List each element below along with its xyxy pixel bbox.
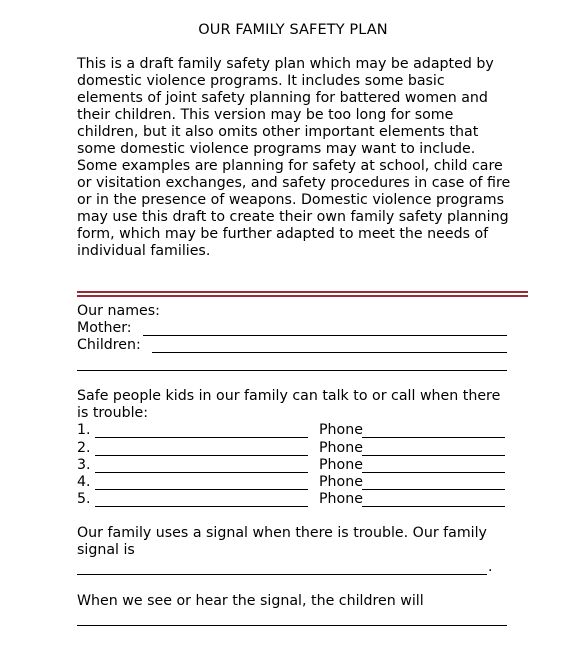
signal-text: signal is xyxy=(77,542,135,559)
safe-people-section xyxy=(77,388,527,508)
safe-person-name-field[interactable] xyxy=(95,476,308,490)
children-label: Children: xyxy=(77,337,141,354)
names-heading: Our names: xyxy=(77,303,160,319)
safe-person-row xyxy=(77,457,527,474)
item-number: 5. xyxy=(77,491,91,508)
children-will-text: When we see or hear the signal, the children will xyxy=(77,593,424,609)
phone-label: Phone xyxy=(319,491,363,508)
intro-line: some domestic violence programs may want to include. xyxy=(77,141,476,157)
intro-line: may use this draft to create their own family safety planning xyxy=(77,209,509,225)
safe-person-name-field[interactable] xyxy=(95,493,308,507)
phone-label: Phone xyxy=(319,439,363,456)
safe-person-row xyxy=(77,422,527,439)
phone-label: Phone xyxy=(319,422,363,439)
divider-rule-bottom xyxy=(77,295,528,297)
children-names-field[interactable] xyxy=(152,339,507,353)
intro-line: or in the presence of weapons. Domestic violence programs xyxy=(77,192,504,208)
signal-section xyxy=(77,525,527,577)
item-number: 3. xyxy=(77,456,91,473)
intro-line: elements of joint safety planning for battered women and xyxy=(77,90,488,106)
intro-paragraph xyxy=(77,56,517,260)
item-number: 2. xyxy=(77,439,91,456)
intro-line: domestic violence programs. It includes some basic xyxy=(77,73,445,89)
phone-field[interactable] xyxy=(362,442,505,456)
safe-person-name-field[interactable] xyxy=(95,424,308,438)
intro-line: form, which may be further adapted to meet the needs of xyxy=(77,226,489,242)
phone-field[interactable] xyxy=(362,493,505,507)
item-number: 4. xyxy=(77,473,91,490)
item-number: 1. xyxy=(77,422,91,439)
intro-line: children, but it also omits other important elements that xyxy=(77,124,479,140)
names-section xyxy=(77,303,527,372)
intro-line: individual families. xyxy=(77,243,211,259)
document-title: OUR FAMILY SAFETY PLAN xyxy=(198,22,388,38)
signal-end-period: . xyxy=(488,559,493,576)
intro-line: or visitation exchanges, and safety procedures in case of fire xyxy=(77,175,511,191)
phone-label: Phone xyxy=(319,456,363,473)
intro-line: their children. This version may be too long for some xyxy=(77,107,454,123)
children-will-field[interactable] xyxy=(77,612,507,626)
phone-field[interactable] xyxy=(362,459,505,473)
divider-rule-top xyxy=(77,291,528,293)
intro-line: Some examples are planning for safety at school, child care xyxy=(77,158,503,174)
safe-person-name-field[interactable] xyxy=(95,442,308,456)
intro-line: This is a draft family safety plan which may be adapted by xyxy=(77,56,494,72)
signal-field[interactable] xyxy=(77,561,487,575)
mother-name-field[interactable] xyxy=(143,322,507,336)
children-names-extra-field[interactable] xyxy=(77,357,507,371)
safe-people-text: Safe people kids in our family can talk to or call when there xyxy=(77,388,501,404)
signal-text: Our family uses a signal when there is trouble. Our family xyxy=(77,525,487,541)
phone-field[interactable] xyxy=(362,424,505,438)
mother-label: Mother: xyxy=(77,320,132,337)
safe-people-text: is trouble: xyxy=(77,405,149,422)
children-will-section xyxy=(77,593,527,627)
safe-person-row xyxy=(77,440,527,457)
safe-person-row xyxy=(77,491,527,508)
safe-person-name-field[interactable] xyxy=(95,459,308,473)
phone-label: Phone xyxy=(319,473,363,490)
phone-field[interactable] xyxy=(362,476,505,490)
safe-person-row xyxy=(77,474,527,491)
